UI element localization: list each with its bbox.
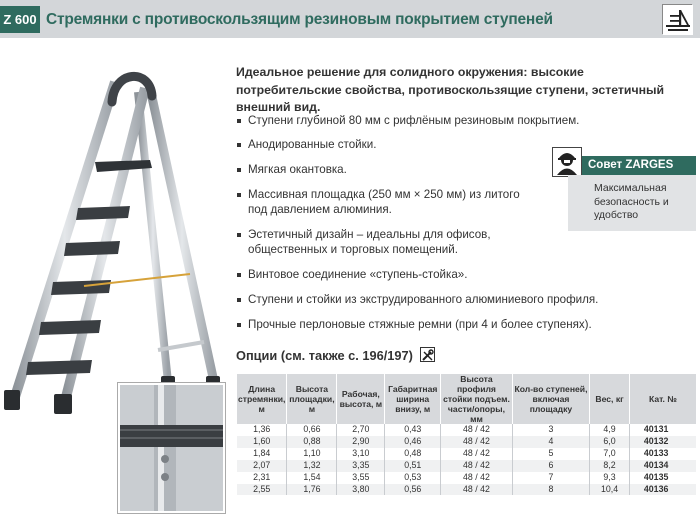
column-header: Габаритная ширина внизу, м <box>385 374 441 424</box>
page-header <box>0 0 700 38</box>
table-cell: 40131 <box>629 424 696 436</box>
table-row <box>237 436 696 448</box>
table-cell: 48 / 42 <box>441 448 513 460</box>
table-cell: 9,3 <box>590 472 630 484</box>
column-header: Кат. № <box>629 374 696 424</box>
table-cell: 1,60 <box>237 436 287 448</box>
table-cell: 0,56 <box>385 484 441 496</box>
table-cell: 2,90 <box>337 436 385 448</box>
table-cell: 8,2 <box>590 460 630 472</box>
list-item: Ступени и стойки из экструдированного алюминиевого профиля. <box>236 292 636 307</box>
table-cell: 2,31 <box>237 472 287 484</box>
column-header: Высота профиля стойки подъем. части/опоры, мм <box>441 374 513 424</box>
table-cell: 3,10 <box>337 448 385 460</box>
table-row <box>237 460 696 472</box>
list-item: Эстетичный дизайн – идеальны для офисов, общественных и торговых помещений. <box>236 227 536 257</box>
table-cell: 48 / 42 <box>441 424 513 436</box>
table-cell: 7 <box>512 472 589 484</box>
tip-text: Максимальная безопасность и удобство <box>568 175 696 231</box>
table-cell: 2,07 <box>237 460 287 472</box>
column-header: Вес, кг <box>590 374 630 424</box>
table-row <box>237 448 696 460</box>
table-row <box>237 484 696 496</box>
table-cell: 0,66 <box>287 424 337 436</box>
table-cell: 0,88 <box>287 436 337 448</box>
table-cell: 1,84 <box>237 448 287 460</box>
table-cell: 0,53 <box>385 472 441 484</box>
tip-title: Совет ZARGES <box>588 159 674 171</box>
table-cell: 1,10 <box>287 448 337 460</box>
table-cell: 6,0 <box>590 436 630 448</box>
tools-icon <box>420 347 435 362</box>
intro-text: Идеальное решение для солидного окружения: высокие потребительские свойства, противоскользящие ступени, эстетичный внешний вид. <box>236 65 665 114</box>
list-item: Мягкая окантовка. <box>236 162 636 177</box>
column-header: Кол-во ступеней, включая площадку <box>512 374 589 424</box>
table-cell: 3,35 <box>337 460 385 472</box>
table-cell: 2,55 <box>237 484 287 496</box>
table-cell: 0,43 <box>385 424 441 436</box>
table-cell: 4,9 <box>590 424 630 436</box>
table-cell: 40134 <box>629 460 696 472</box>
list-item: Массивная площадка (250 мм × 250 мм) из литого под давлением алюминия. <box>236 187 536 217</box>
options-heading <box>236 346 435 366</box>
list-item: Винтовое соединение «ступень-стойка». <box>236 267 636 282</box>
step-detail-image <box>118 383 225 513</box>
column-header: Высота площадки, м <box>287 374 337 424</box>
table-cell: 0,46 <box>385 436 441 448</box>
column-header: Длина стремянки, м <box>237 374 287 424</box>
list-item: Прочные перлоновые стяжные ремни (при 4 и более ступенях). <box>236 317 636 332</box>
table-cell: 40133 <box>629 448 696 460</box>
list-item: Ступени глубиной 80 мм с рифлёным резиновым покрытием. <box>236 113 636 128</box>
table-cell: 40136 <box>629 484 696 496</box>
page-title: Стремянки с противоскользящим резиновым покрытием ступеней <box>46 11 553 28</box>
product-badge: Z 600 <box>0 6 40 33</box>
table-cell: 48 / 42 <box>441 484 513 496</box>
table-cell: 40132 <box>629 436 696 448</box>
spec-table <box>237 374 696 495</box>
table-cell: 1,36 <box>237 424 287 436</box>
table-cell: 48 / 42 <box>441 472 513 484</box>
options-title: Опции (см. также с. 196/197) <box>236 348 413 363</box>
table-cell: 3,80 <box>337 484 385 496</box>
table-cell: 48 / 42 <box>441 436 513 448</box>
table-cell: 2,70 <box>337 424 385 436</box>
table-row <box>237 424 696 436</box>
table-cell: 4 <box>512 436 589 448</box>
column-header: Рабочая, высота, м <box>337 374 385 424</box>
table-cell: 3 <box>512 424 589 436</box>
table-cell: 3,55 <box>337 472 385 484</box>
table-cell: 7,0 <box>590 448 630 460</box>
table-cell: 10,4 <box>590 484 630 496</box>
table-cell: 1,54 <box>287 472 337 484</box>
table-cell: 40135 <box>629 472 696 484</box>
table-cell: 1,76 <box>287 484 337 496</box>
table-cell: 48 / 42 <box>441 460 513 472</box>
worker-helmet-icon <box>552 147 582 177</box>
table-cell: 1,32 <box>287 460 337 472</box>
ladder-stand-icon <box>662 4 692 34</box>
table-cell: 0,48 <box>385 448 441 460</box>
table-cell: 8 <box>512 484 589 496</box>
table-cell: 6 <box>512 460 589 472</box>
table-header-row <box>237 374 696 424</box>
table-cell: 5 <box>512 448 589 460</box>
tip-box <box>568 147 696 233</box>
table-row <box>237 472 696 484</box>
list-item: Анодированные стойки. <box>236 137 636 152</box>
ladder-image <box>0 60 235 420</box>
table-cell: 0,51 <box>385 460 441 472</box>
